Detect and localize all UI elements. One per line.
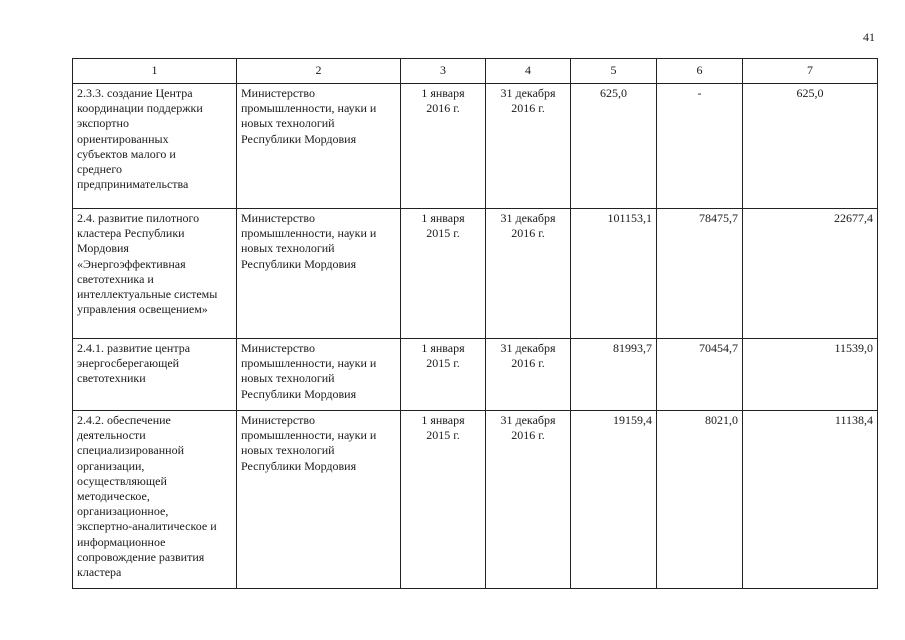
start-date: 1 января 2015 г. xyxy=(401,339,486,411)
start-date: 1 января 2015 г. xyxy=(401,411,486,589)
value-col7: 11138,4 xyxy=(743,411,878,589)
value-col6: 70454,7 xyxy=(657,339,743,411)
value-col5: 101153,1 xyxy=(571,209,657,339)
value-col7: 22677,4 xyxy=(743,209,878,339)
column-header: 6 xyxy=(657,59,743,84)
measure-name: 2.3.3. создание Центра координации поддержки экспортно ориентированных субъектов малого и среднего предпринимательства xyxy=(73,84,237,209)
responsible-ministry: Министерство промышленности, науки и новых технологий Республики Мордовия xyxy=(237,84,401,209)
table-row xyxy=(73,339,878,411)
column-header: 4 xyxy=(486,59,571,84)
measure-name: 2.4.2. обеспечение деятельности специализированной организации, осуществляющей методическое, организационное, экспертно-аналитическое и информационное сопровождение развития кластера xyxy=(73,411,237,589)
table-row xyxy=(73,84,878,209)
value-col7: 625,0 xyxy=(743,84,878,209)
value-col5: 625,0 xyxy=(571,84,657,209)
table-row xyxy=(73,209,878,339)
measure-name: 2.4.1. развитие центра энергосберегающей светотехники xyxy=(73,339,237,411)
value-col6: - xyxy=(657,84,743,209)
value-col6: 8021,0 xyxy=(657,411,743,589)
end-date: 31 декабря 2016 г. xyxy=(486,339,571,411)
data-table xyxy=(72,58,878,589)
responsible-ministry: Министерство промышленности, науки и новых технологий Республики Мордовия xyxy=(237,339,401,411)
end-date: 31 декабря 2016 г. xyxy=(486,209,571,339)
value-col5: 81993,7 xyxy=(571,339,657,411)
column-header: 2 xyxy=(237,59,401,84)
column-header: 3 xyxy=(401,59,486,84)
column-header: 7 xyxy=(743,59,878,84)
value-col6: 78475,7 xyxy=(657,209,743,339)
value-col7: 11539,0 xyxy=(743,339,878,411)
header-row xyxy=(73,59,878,84)
column-header: 5 xyxy=(571,59,657,84)
responsible-ministry: Министерство промышленности, науки и новых технологий Республики Мордовия xyxy=(237,209,401,339)
table-row xyxy=(73,411,878,589)
measure-name: 2.4. развитие пилотного кластера Республики Мордовия «Энергоэффективная светотехника и интеллектуальные системы управления освещением» xyxy=(73,209,237,339)
start-date: 1 января 2015 г. xyxy=(401,209,486,339)
column-header: 1 xyxy=(73,59,237,84)
page-number: 41 xyxy=(863,30,875,44)
start-date: 1 января 2016 г. xyxy=(401,84,486,209)
value-col5: 19159,4 xyxy=(571,411,657,589)
responsible-ministry: Министерство промышленности, науки и новых технологий Республики Мордовия xyxy=(237,411,401,589)
end-date: 31 декабря 2016 г. xyxy=(486,84,571,209)
end-date: 31 декабря 2016 г. xyxy=(486,411,571,589)
